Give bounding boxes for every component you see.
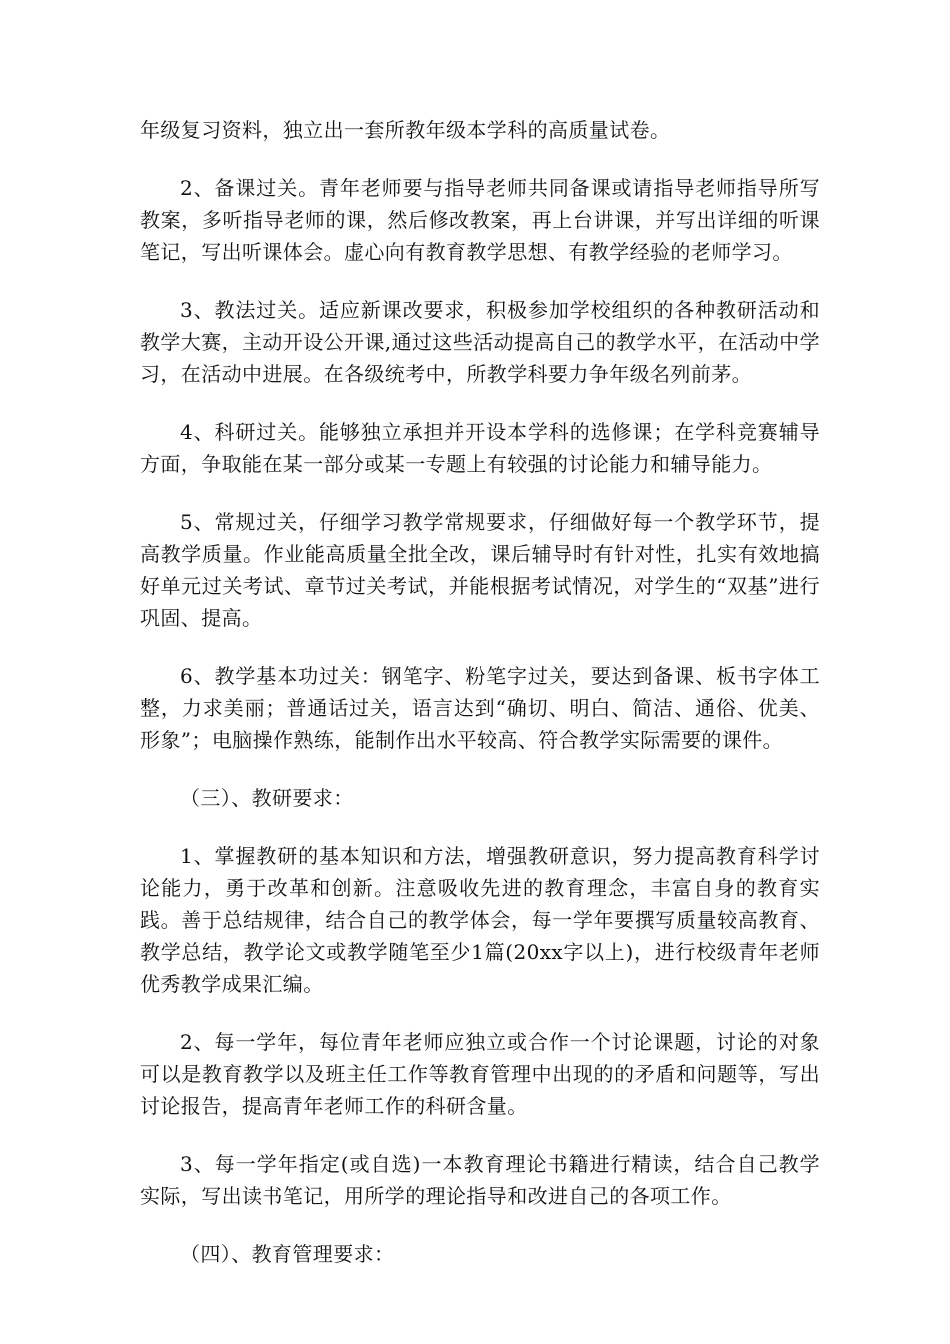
- paragraph-teaching-method: 3、教法过关。适应新课改要求，积极参加学校组织的各种教研活动和教学大赛，主动开设公开课,通过这些活动提高自己的教学水平，在活动中学习，在活动中进展。在各级统考中，所教学科要力争年级名列前茅。: [140, 298, 820, 386]
- paragraph-basic-skills: 6、教学基本功过关：钢笔字、粉笔字过关，要达到备课、板书字体工整，力求美丽；普通话过关，语言达到“确切、明白、简洁、通俗、优美、形象”；电脑操作熟练，能制作出水平较高、符合教学实际需要的课件。: [140, 664, 820, 752]
- paragraph-research-knowledge: 1、掌握教研的基本知识和方法，增强教研意识，努力提高教育科学讨论能力，勇于改革和创新。注意吸收先进的教育理念，丰富自身的教育实践。善于总结规律，结合自己的教学体会，每一学年要撰写质量较高教育、教学总结，教学论文或教学随笔至少1篇(20xx字以上)，进行校级青年老师优秀教学成果汇编。: [140, 844, 820, 996]
- paragraph-research-topic: 2、每一学年，每位青年老师应独立或合作一个讨论课题，讨论的对象可以是教育教学以及班主任工作等教育管理中出现的的矛盾和问题等，写出讨论报告，提高青年老师工作的科研含量。: [140, 1030, 820, 1118]
- section-heading-research-requirements: （三）、教研要求：: [180, 786, 354, 810]
- paragraph-research: 4、科研过关。能够独立承担并开设本学科的选修课；在学科竞赛辅导方面，争取能在某一部分或某一专题上有较强的讨论能力和辅导能力。: [140, 420, 820, 476]
- paragraph-continuation: 年级复习资料，独立出一套所教年级本学科的高质量试卷。: [140, 118, 671, 142]
- paragraph-routine: 5、常规过关，仔细学习教学常规要求，仔细做好每一个教学环节，提高教学质量。作业能高质量全批全改，课后辅导时有针对性，扎实有效地搞好单元过关考试、章节过关考试，并能根据考试情况，对学生的“双基”进行巩固、提高。: [140, 510, 820, 630]
- section-heading-management-requirements: （四）、教育管理要求：: [180, 1242, 395, 1266]
- document-body: [140, 114, 820, 1296]
- paragraph-reading: 3、每一学年指定(或自选)一本教育理论书籍进行精读，结合自己教学实际，写出读书笔记，用所学的理论指导和改进自己的各项工作。: [140, 1152, 820, 1208]
- paragraph-lesson-preparation: 2、备课过关。青年老师要与指导老师共同备课或请指导老师指导所写教案，多听指导老师的课，然后修改教案，再上台讲课，并写出详细的听课笔记，写出听课体会。虚心向有教育教学思想、有教学经验的老师学习。: [140, 176, 820, 264]
